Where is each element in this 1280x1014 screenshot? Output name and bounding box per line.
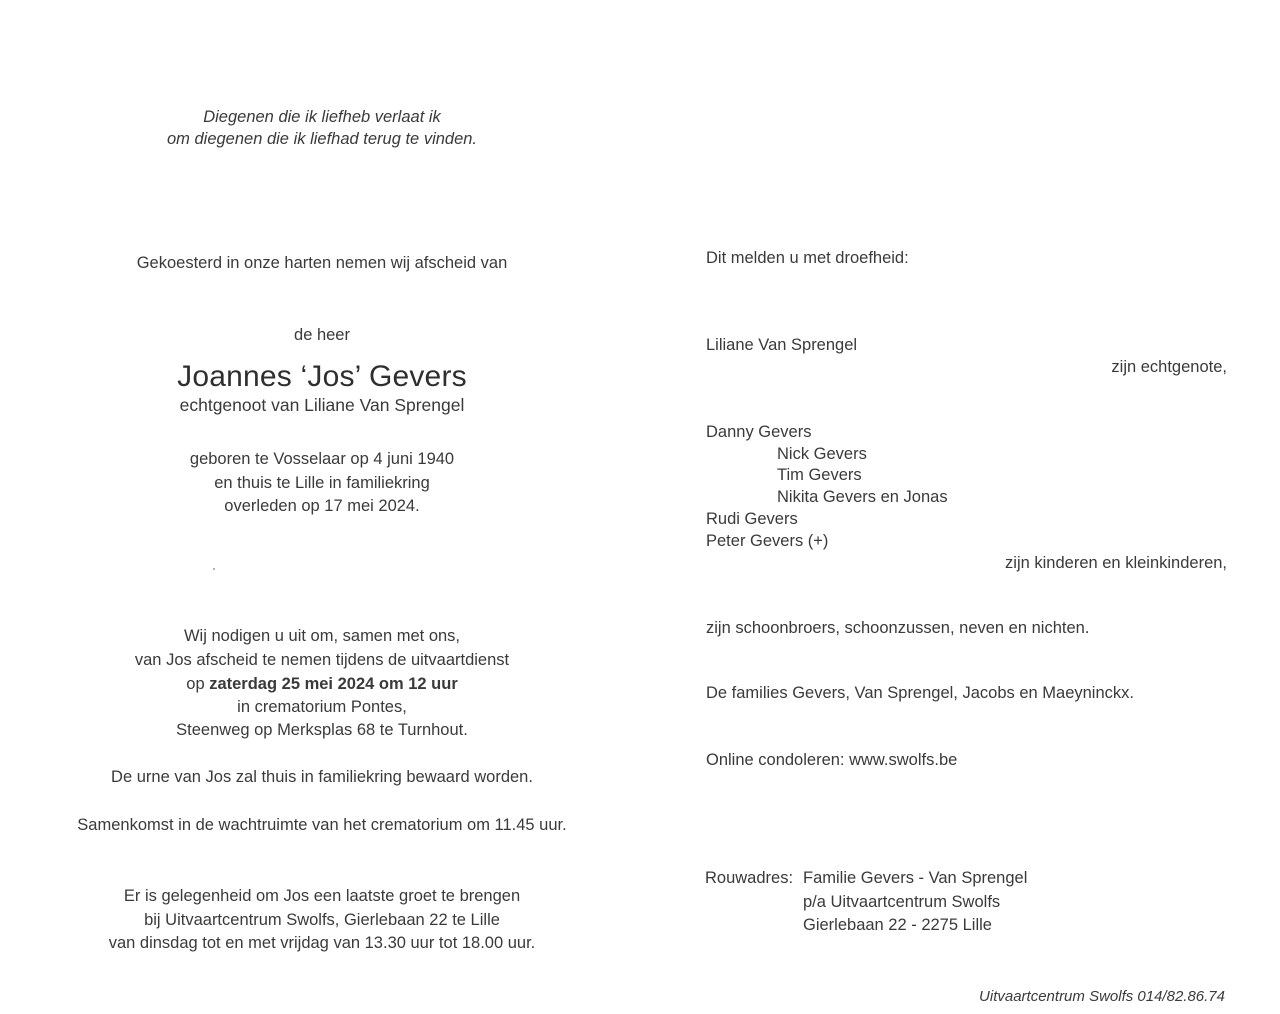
invitation-date: zaterdag 25 mei 2024 om 12 uur	[209, 675, 458, 693]
quote-line-1: Diegenen die ik liefheb verlaat ik	[203, 108, 441, 126]
invitation-line-3	[186, 676, 457, 693]
invitation-line-4: in crematorium Pontes,	[237, 698, 407, 716]
address-line-2: p/a Uitvaartcentrum Swolfs	[803, 893, 1001, 911]
grandchild-name: Nikita Gevers en Jonas	[777, 488, 948, 506]
invitation-line-2: van Jos afscheid te nemen tijdens de uitvaartdienst	[134, 651, 510, 669]
announce-text: Dit melden u met droefheid:	[706, 249, 909, 267]
families-line: De families Gevers, Van Sprengel, Jacobs en Maeyninckx.	[706, 684, 1134, 702]
children-role: zijn kinderen en kleinkinderen,	[1005, 554, 1227, 572]
deceased-name: Joannes ‘Jos’ Gevers	[177, 360, 467, 393]
birth-line: geboren te Vosselaar op 4 juni 1940	[189, 450, 455, 468]
online-condolence: Online condoleren: www.swolfs.be	[706, 751, 958, 769]
in-laws-line: zijn schoonbroers, schoonzussen, neven en nichten.	[706, 619, 1090, 637]
spouse-role: zijn echtgenote,	[1111, 358, 1227, 376]
grandchild-name: Nick Gevers	[777, 445, 867, 463]
funeral-home-footer: Uitvaartcentrum Swolfs 014/82.86.74	[979, 988, 1225, 1005]
spouse-name: Liliane Van Sprengel	[706, 336, 858, 354]
child-name: Rudi Gevers	[706, 510, 798, 528]
spouse-line: echtgenoot van Liliane Van Sprengel	[179, 395, 465, 415]
address-label: Rouwadres:	[705, 869, 794, 887]
child-name: Peter Gevers (+)	[706, 532, 829, 550]
child-name: Danny Gevers	[706, 423, 812, 441]
salutation: de heer	[294, 326, 350, 344]
invitation-date-prefix: op	[186, 675, 210, 693]
quote-line-2: om diegenen die ik liefhad terug te vinden.	[166, 130, 478, 148]
visit-line-2: bij Uitvaartcentrum Swolfs, Gierlebaan 22 te Lille	[144, 911, 500, 929]
urn-note: De urne van Jos zal thuis in familiekring bewaard worden.	[111, 768, 533, 786]
address-line-3: Gierlebaan 22 - 2275 Lille	[803, 916, 992, 934]
grandchild-name: Tim Gevers	[777, 466, 862, 484]
gathering-note: Samenkomst in de wachtruimte van het crematorium om 11.45 uur.	[77, 816, 567, 834]
death-line: overleden op 17 mei 2024.	[224, 497, 420, 515]
visit-line-3: van dinsdag tot en met vrijdag van 13.30 uur tot 18.00 uur.	[108, 934, 536, 952]
address-line-1: Familie Gevers - Van Sprengel	[803, 869, 1028, 887]
decorative-dot	[213, 568, 215, 570]
home-line: en thuis te Lille in familiekring	[214, 474, 430, 492]
invitation-line-5: Steenweg op Merksplas 68 te Turnhout.	[176, 721, 468, 739]
visit-line-1: Er is gelegenheid om Jos een laatste groet te brengen	[123, 887, 521, 905]
intro-text: Gekoesterd in onze harten nemen wij afscheid van	[136, 254, 508, 272]
invitation-line-1: Wij nodigen u uit om, samen met ons,	[183, 627, 461, 645]
